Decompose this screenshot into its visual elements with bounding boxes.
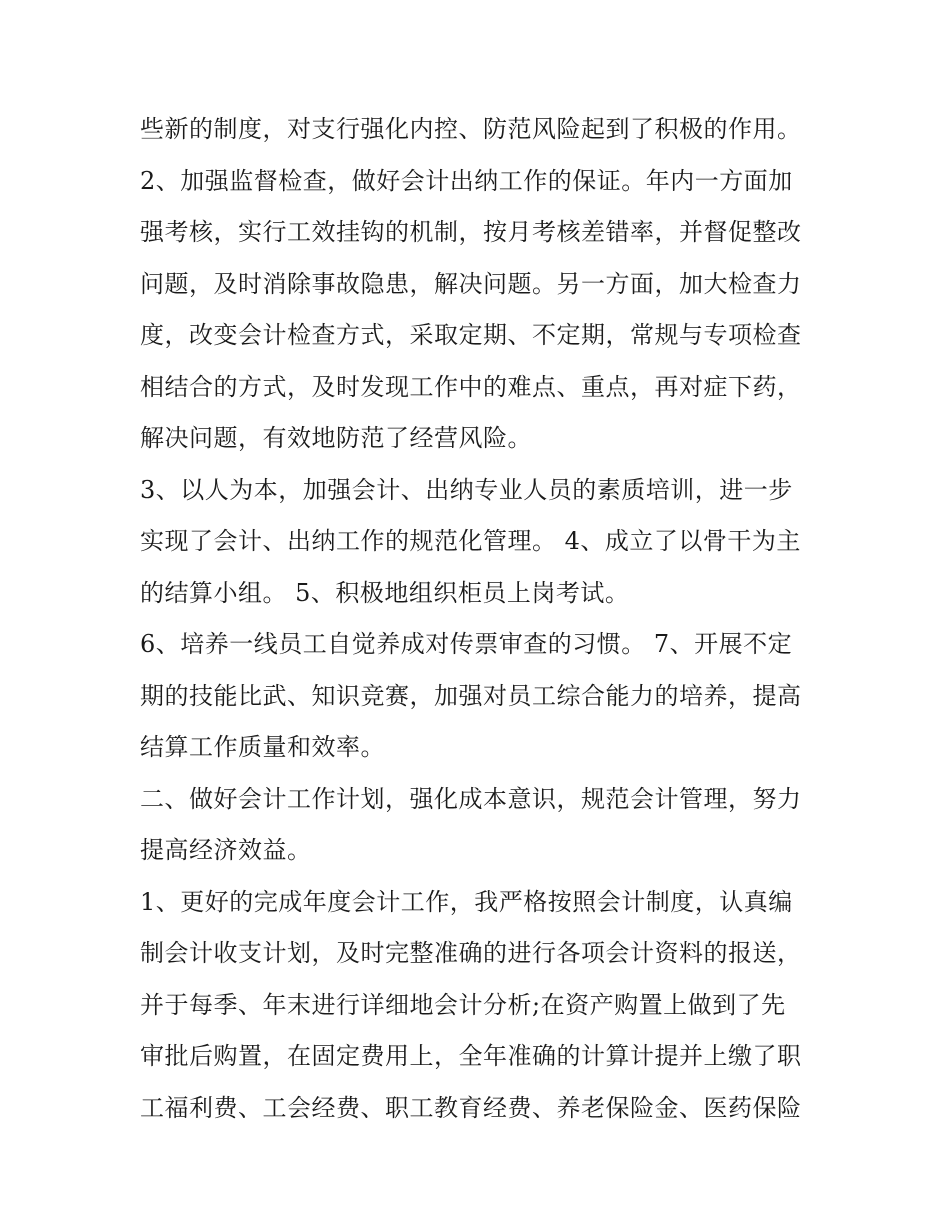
text-line: 的结算小组。 5、积极地组织柜员上岗考试。 (140, 578, 630, 607)
text-line: 期的技能比武、知识竞赛，加强对员工综合能力的培养，提高 (140, 681, 802, 710)
text-line: 工福利费、工会经费、职工教育经费、养老保险金、医药保险 (140, 1093, 802, 1122)
text-line: 问题，及时消除事故隐患，解决问题。另一方面，加大检查力 (140, 269, 802, 298)
text-line: 度，改变会计检查方式，采取定期、不定期，常规与专项检查 (140, 321, 802, 349)
text-line: 制会计收支计划，及时完整准确的进行各项会计资料的报送， (140, 939, 802, 967)
text-line: 1、更好的完成年度会计工作，我严格按照会计制度，认真编 (140, 887, 793, 916)
text-line: 并于每季、年末进行详细地会计分析;在资产购置上做到了先 (140, 990, 786, 1019)
text-line: 结算工作质量和效率。 (140, 733, 385, 761)
text-line: 强考核，实行工效挂钩的机制，按月考核差错率，并督促整改 (140, 218, 802, 246)
text-line: 实现了会计、出纳工作的规范化管理。 4、成立了以骨干为主 (140, 527, 801, 555)
text-line: 相结合的方式，及时发现工作中的难点、重点，再对症下药， (140, 372, 802, 401)
text-line: 解决问题，有效地防范了经营风险。 (140, 424, 532, 452)
text-line: 二、做好会计工作计划，强化成本意识，规范会计管理，努力 (140, 784, 802, 813)
document-body (140, 104, 830, 1134)
text-line: 3、以人为本，加强会计、出纳专业人员的素质培训，进一步 (140, 475, 793, 504)
text-line: 审批后购置，在固定费用上，全年准确的计算计提并上缴了职 (140, 1042, 802, 1070)
text-line: 些新的制度，对支行强化内控、防范风险起到了积极的作用。 (140, 115, 802, 143)
text-line: 提高经济效益。 (140, 836, 312, 864)
text-line: 6、培养一线员工自觉养成对传票审查的习惯。 7、开展不定 (140, 630, 793, 658)
text-line: 2、加强监督检查，做好会计出纳工作的保证。年内一方面加 (140, 166, 793, 195)
